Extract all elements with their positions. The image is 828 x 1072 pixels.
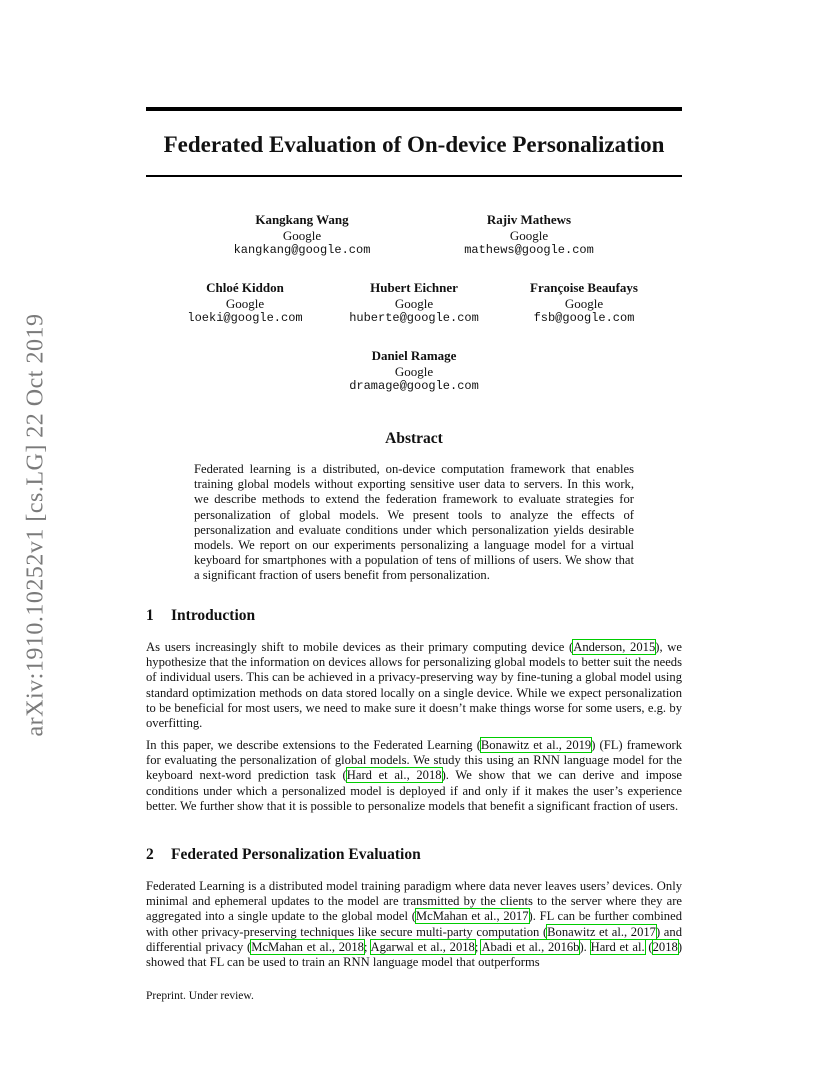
abstract-heading: Abstract bbox=[385, 430, 443, 447]
text-run: Federated Learning is a distributed model training paradigm where data never leaves users’ devices. Only minimal and ephemeral updates to the model are transmitted by the clients to the server where they are aggregated into a single update to the global model ( bbox=[146, 879, 682, 924]
author-email: mathews@google.com bbox=[464, 243, 594, 257]
abstract-text: Federated learning is a distributed, on-device computation framework that enables training global models without exporting sensitive user data to servers. In this work, we describe methods to extend the federation framework to evaluate strategies for personalization of global models. We present tools to analyze the effects of personalization and evaluate conditions under which personalization yields desirable models. We report on our experiments personalizing a language model for a virtual keyboard for smartphones with a population of tens of millions of users. We show that a significant fraction of users benefit from personalization. bbox=[194, 462, 634, 583]
author-email: loeki@google.com bbox=[187, 311, 303, 325]
fed-paragraph-1 bbox=[146, 879, 682, 970]
text-run: ). FL can be further combined with other privacy-preserving techniques like secure multi-party computation ( bbox=[146, 909, 682, 939]
section-title: Introduction bbox=[171, 607, 256, 624]
section-title: Federated Personalization Evaluation bbox=[171, 846, 421, 863]
citation-link[interactable]: Abadi et al., 2016b bbox=[481, 939, 580, 954]
intro-paragraph-2 bbox=[146, 738, 682, 814]
author-name: Daniel Ramage bbox=[371, 348, 457, 363]
author-email: dramage@google.com bbox=[349, 379, 479, 393]
paper-title: Federated Evaluation of On-device Personalization bbox=[163, 132, 665, 157]
citation-link[interactable]: Anderson, 2015 bbox=[573, 640, 656, 654]
arxiv-identifier: arXiv:1910.10252v1 [cs.LG] 22 Oct 2019 bbox=[22, 313, 49, 737]
author-affiliation: Google bbox=[282, 227, 322, 243]
author-affiliation: Google bbox=[509, 227, 549, 243]
author-email: kangkang@google.com bbox=[233, 243, 371, 257]
author-affiliation: Google bbox=[394, 363, 434, 379]
citation-link[interactable]: McMahan et al., 2018 bbox=[251, 939, 364, 954]
author-block bbox=[419, 212, 639, 259]
author-block bbox=[474, 280, 694, 327]
title-top-rule bbox=[146, 107, 682, 111]
text-run: ). We show that we can derive and impose conditions under which a personalized model is deployed if and only if it makes the user’s experience better. We further show that it is possible to personalize models that benefit a significant fraction of users. bbox=[146, 768, 683, 813]
text-run: ), we hypothesize that the information on devices allows for personalizing global models to better suit the needs of individual users. This can be achieved in a privacy-preserving way by fine-tuning a global model using standard optimization methods on data stored locally on a single device. While we expect personalization to be beneficial for most users, we need to make sure it doesn’t make things worse for some users, e.g. by overfitting. bbox=[146, 640, 682, 731]
author-name: Kangkang Wang bbox=[255, 212, 349, 227]
section-number: 1 bbox=[146, 607, 154, 624]
author-name: Chloé Kiddon bbox=[206, 280, 284, 295]
text-run: ; bbox=[474, 939, 482, 954]
author-affiliation: Google bbox=[564, 295, 604, 311]
text-run: ) (FL) framework for evaluating the personalization of global models. We study this using an RNN language model for the keyboard next-word prediction task ( bbox=[146, 738, 683, 783]
author-affiliation: Google bbox=[225, 295, 265, 311]
author-email: fsb@google.com bbox=[533, 311, 635, 325]
author-email: huberte@google.com bbox=[349, 311, 479, 325]
text-run: ; bbox=[363, 939, 371, 954]
section-heading bbox=[146, 846, 682, 864]
text-run: ) and differential privacy ( bbox=[146, 924, 682, 954]
text-run: ). bbox=[579, 939, 591, 954]
section-number: 2 bbox=[146, 846, 154, 863]
footer-note: Preprint. Under review. bbox=[146, 990, 254, 1002]
citation-link[interactable]: McMahan et al., 2017 bbox=[415, 909, 529, 924]
citation-link[interactable]: Agarwal et al., 2018 bbox=[370, 939, 475, 954]
text-run: ) showed that FL can be used to train an RNN language model that outperforms bbox=[146, 939, 683, 970]
author-name: Hubert Eichner bbox=[370, 280, 458, 295]
text-run: As users increasingly shift to mobile devices as their primary computing device ( bbox=[146, 640, 574, 654]
author-name: Rajiv Mathews bbox=[486, 212, 572, 227]
citation-link[interactable]: Bonawitz et al., 2019 bbox=[480, 738, 592, 752]
author-name: Françoise Beaufays bbox=[530, 280, 638, 295]
author-block bbox=[304, 348, 524, 395]
title-bottom-rule bbox=[146, 175, 682, 177]
citation-link[interactable]: Bonawitz et al., 2017 bbox=[547, 924, 656, 939]
citation-link[interactable]: 2018 bbox=[652, 939, 678, 954]
author-affiliation: Google bbox=[394, 295, 434, 311]
text-run: ( bbox=[644, 939, 653, 954]
text-run: In this paper, we describe extensions to the Federated Learning ( bbox=[146, 738, 481, 752]
author-block bbox=[192, 212, 412, 259]
citation-link[interactable]: Hard et al. bbox=[590, 939, 645, 954]
citation-link[interactable]: Hard et al., 2018 bbox=[346, 768, 442, 783]
section-heading bbox=[146, 607, 682, 625]
intro-paragraph-1 bbox=[146, 640, 682, 731]
